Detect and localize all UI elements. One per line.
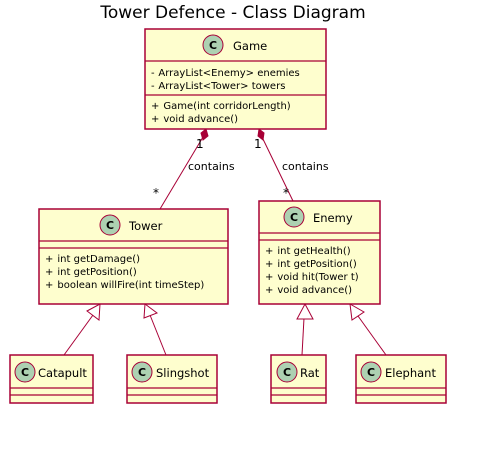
inheritance-catapult-tower (64, 304, 100, 355)
class-stereotype-letter: C (289, 211, 299, 224)
inheritance-line (358, 316, 386, 355)
relation-label: contains (282, 160, 329, 173)
multiplicity-source: 1 (254, 137, 262, 151)
method-row: + int getDamage() (45, 254, 141, 265)
attribute-row: - ArrayList<Tower> towers (151, 81, 286, 92)
class-stereotype-letter: C (105, 219, 115, 232)
relation-game-enemy (254, 129, 329, 201)
method-row: + int getPosition() (265, 259, 357, 270)
class-name: Enemy (313, 211, 353, 225)
method-row: + Game(int corridorLength) (151, 101, 291, 112)
inheritance-line (302, 318, 304, 355)
inheritance-elephant-enemy (350, 304, 386, 355)
multiplicity-source: 1 (196, 137, 204, 151)
multiplicity-target: * (283, 186, 289, 200)
class-stereotype-letter: C (137, 366, 147, 379)
relation-label: contains (188, 160, 235, 173)
class-stereotype-letter: C (208, 39, 218, 52)
method-row: + void advance() (265, 285, 353, 296)
method-row: + int getPosition() (45, 267, 137, 278)
class-stereotype-letter: C (366, 366, 376, 379)
inheritance-slingshot-tower (144, 304, 166, 355)
method-row: + void advance() (151, 114, 239, 125)
diagram-title: Tower Defence - Class Diagram (100, 3, 366, 23)
inheritance-line (64, 315, 93, 355)
class-stereotype-letter: C (282, 366, 292, 379)
multiplicity-target: * (153, 186, 159, 200)
class-game (145, 29, 326, 129)
class-name: Rat (300, 366, 320, 380)
attribute-row: - ArrayList<Enemy> enemies (151, 68, 300, 79)
relation-game-tower (153, 129, 235, 209)
inheritance-arrow-icon (297, 304, 313, 319)
inheritance-line (150, 315, 166, 355)
class-name: Elephant (385, 366, 436, 380)
class-stereotype-letter: C (20, 366, 30, 379)
class-rat (271, 355, 326, 403)
class-tower (39, 209, 228, 304)
class-name: Tower (129, 219, 163, 233)
method-row: + boolean willFire(int timeStep) (45, 280, 205, 291)
class-name: Slingshot (156, 366, 210, 380)
inheritance-arrow-icon (144, 304, 157, 318)
class-name: Game (233, 39, 268, 53)
class-enemy (259, 201, 380, 304)
class-catapult (10, 355, 93, 403)
class-slingshot (127, 355, 217, 403)
class-name: Catapult (38, 366, 87, 380)
method-row: + int getHealth() (265, 246, 351, 257)
inheritance-arrow-icon (350, 304, 364, 320)
class-elephant (356, 355, 446, 403)
method-row: + void hit(Tower t) (265, 272, 359, 283)
inheritance-rat-enemy (297, 304, 313, 355)
inheritance-arrow-icon (87, 304, 100, 320)
